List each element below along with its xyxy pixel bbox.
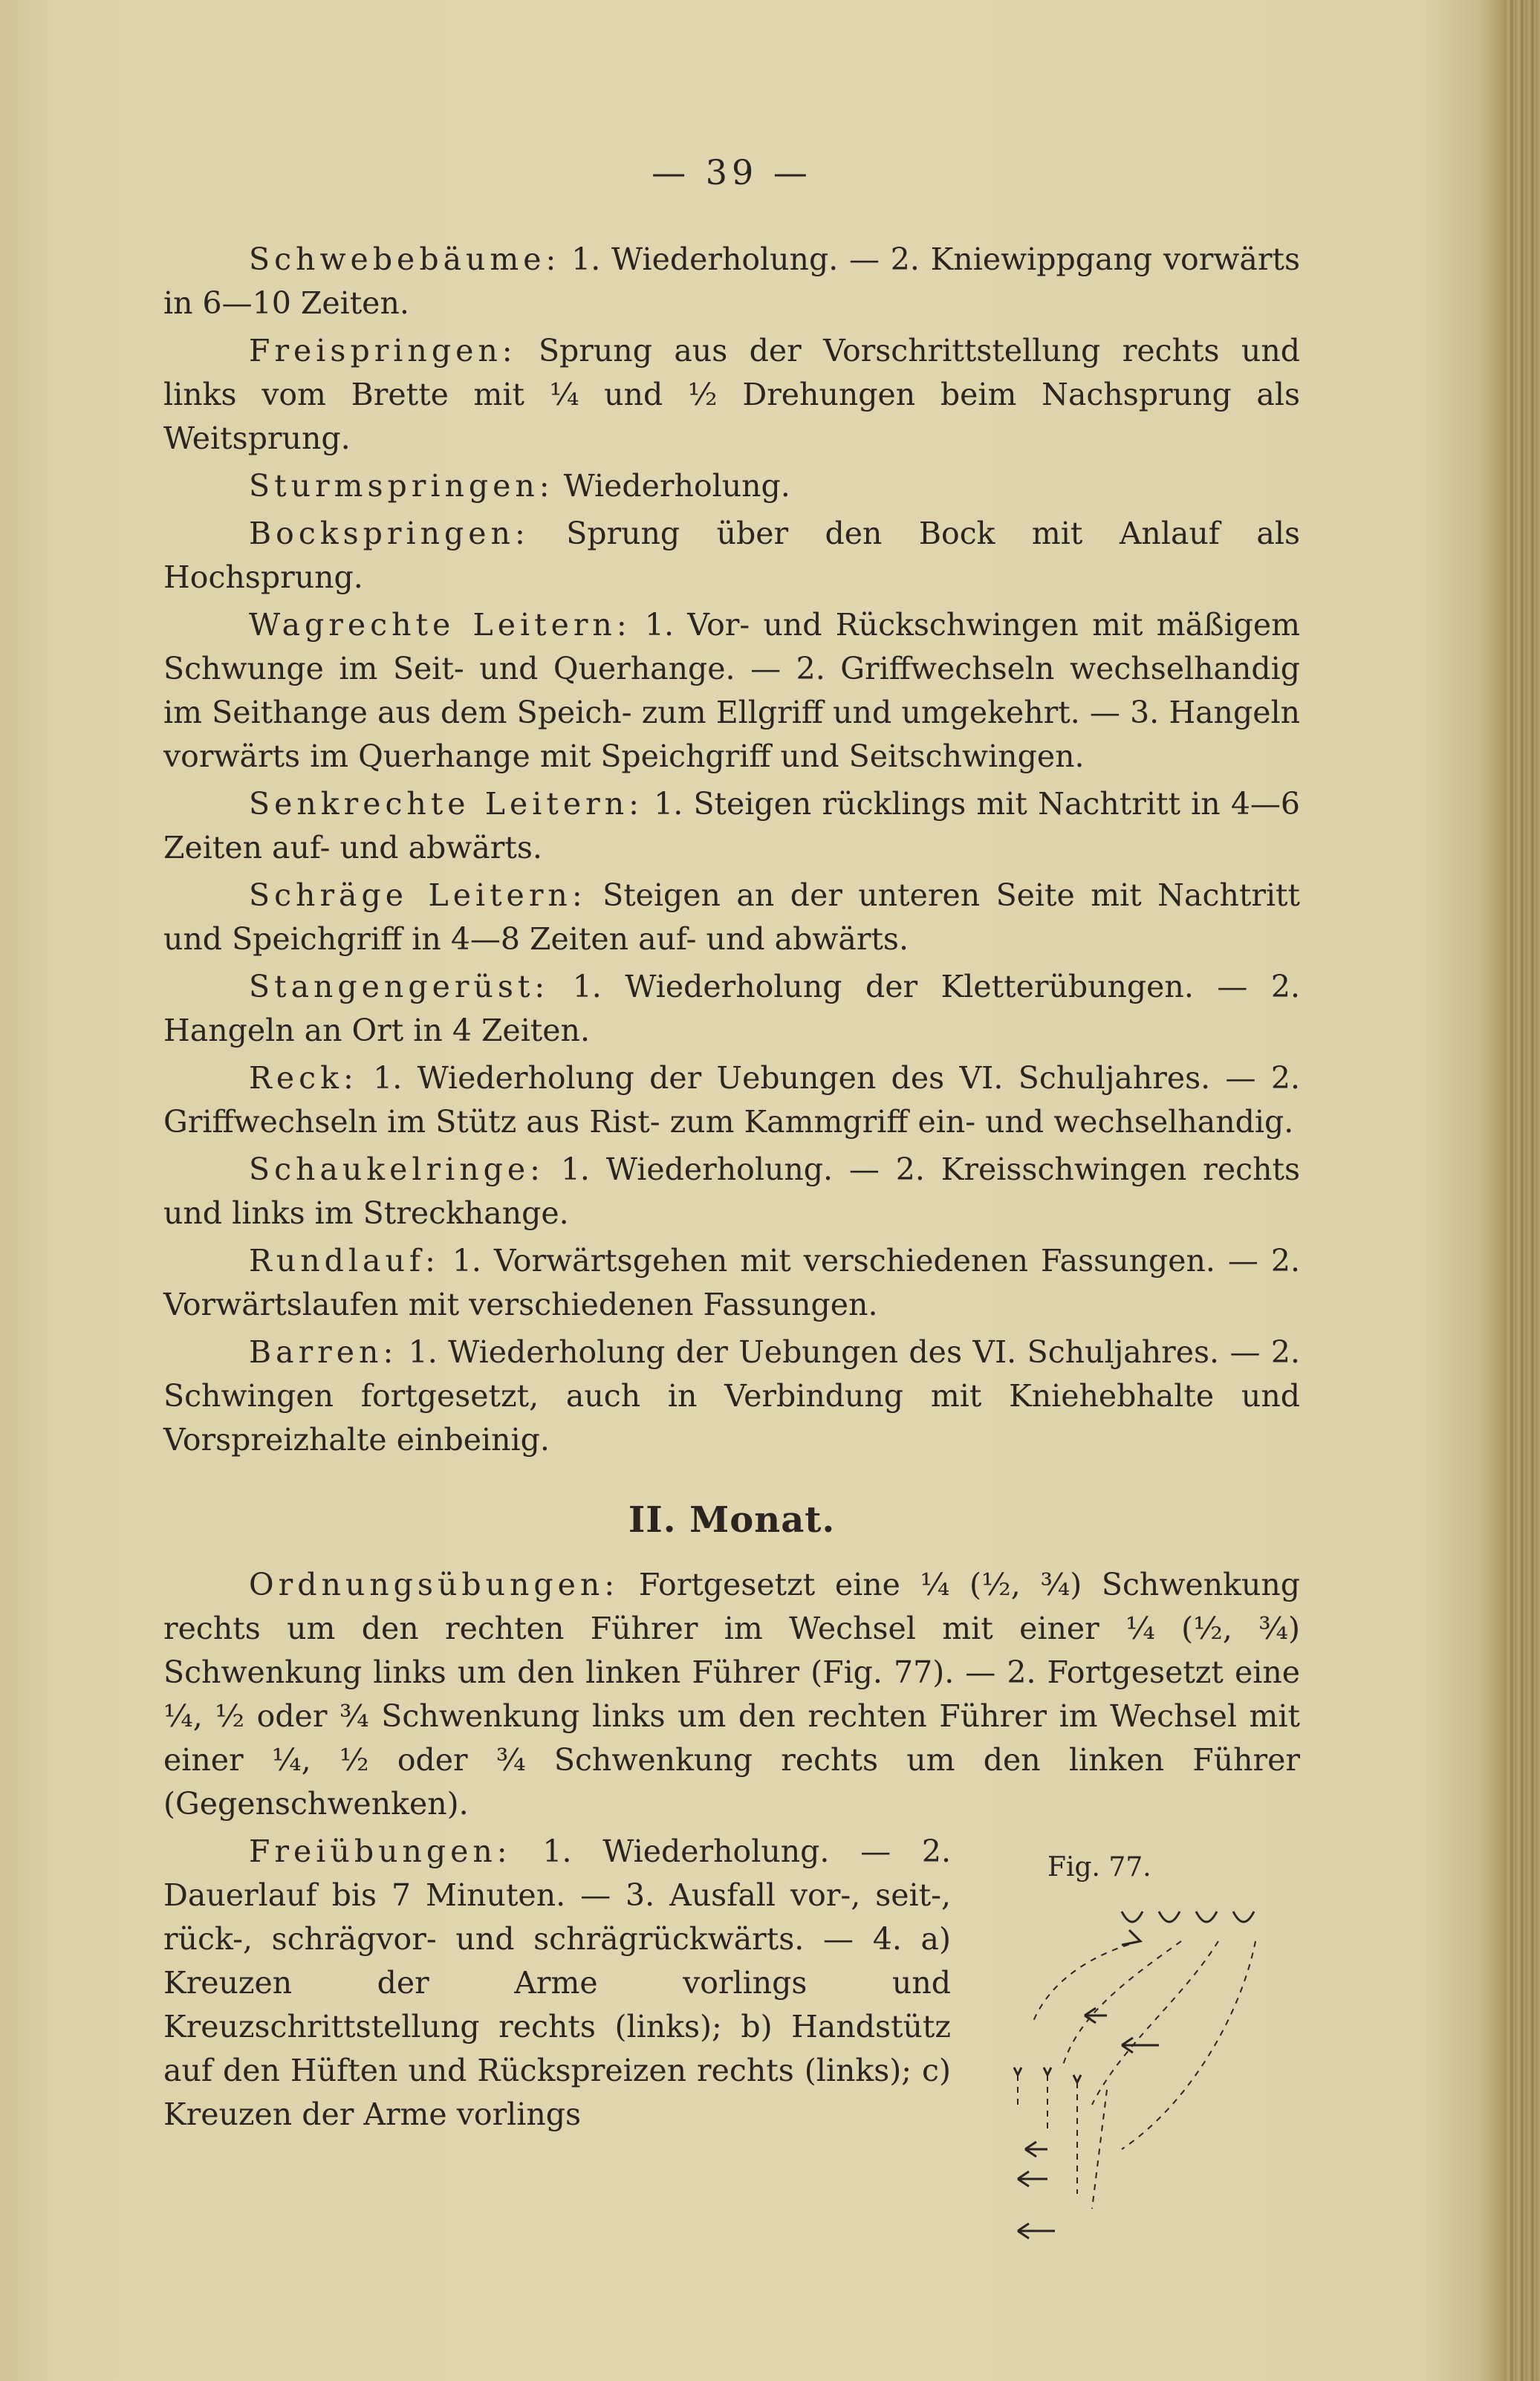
paragraph-lead: Rundlauf: [249, 1243, 440, 1279]
person-marker [1233, 1911, 1254, 1922]
paragraph-lead: Ordnungsübungen: [249, 1567, 620, 1602]
paragraph-text: 1. Steigen rücklings mit Nachtritt in 4—6 Zeiten auf- und abwärts. [163, 786, 1301, 865]
paragraph-text: Sprung aus der Vorschrittstellung rechts und links vom Brette mit ¼ und ½ Drehungen beim Nachsprung als Weitsprung. [163, 333, 1300, 456]
paragraph-lead: Stangengerüst: [249, 969, 550, 1004]
paragraph-text: 1. Vor- und Rückschwingen mit mäßigem Schwunge im Seit- und Querhange. — 2. Griffwechseln wechselhandig im Seithange aus dem Speich- zum Ellgriff und umgekehrt. — 3. Hangeln vorwärts im Querhange mit Speichgriff und Seitschwingen. [163, 607, 1300, 774]
paragraph-lead: Schräge Leitern: [249, 877, 587, 913]
arrow-head-icon [1122, 2038, 1159, 2053]
paragraph-lead: Schwebebäume: [249, 241, 561, 277]
paragraph-rundlauf [163, 1239, 1300, 1327]
arrow-head-icon [1014, 2067, 1021, 2075]
paragraph-text: Sprung über den Bock mit Anlauf als Hochsprung. [163, 516, 1300, 595]
paragraph-lead: Freiübungen: [249, 1833, 512, 1869]
paragraph-stangengeruest [163, 965, 1300, 1053]
paragraph-schraege-leitern [163, 874, 1300, 961]
paragraph-text: Wiederholung. [553, 468, 790, 504]
arrow-head-icon [1044, 2067, 1051, 2075]
paragraph-bockspringen [163, 512, 1300, 600]
paragraph-lead: Senkrechte Leitern: [249, 786, 643, 822]
paragraph-text: 1. Wiederholung. — 2. Dauerlauf bis 7 Minuten. — 3. Ausfall vor-, seit-, rück-, schrägvor- und schrägrückwärts. — 4. a) Kreuzen der Arme vorlings und Kreuzschrittstellung rechts (links); b) Handstütz auf den Hüften und Rückspreizen rechts (links); c) Kreuzen der Arme vorlings [163, 1833, 951, 2132]
paragraph-lead: Freispringen: [249, 333, 517, 368]
paragraph-sturmspringen [163, 464, 1300, 508]
paragraph-text: 1. Wiederholung der Uebungen des VI. Schuljahres. — 2. Schwingen fortgesetzt, auch in Verbindung mit Kniehebhalte und Vorspreizhalte einbeinig. [163, 1334, 1300, 1458]
paragraph-lead: Barren: [249, 1334, 398, 1370]
paragraph-lead: Schaukelringe: [249, 1151, 545, 1187]
paragraph-barren [163, 1331, 1300, 1462]
paragraph-text: 1. Wiederholung. — 2. Kniewippgang vorwärts in 6—10 Zeiten. [163, 241, 1300, 321]
path-curve [1062, 1941, 1181, 2067]
paragraph-schaukelringe [163, 1148, 1300, 1235]
paragraph-lead: Reck: [249, 1060, 358, 1096]
arrow-head-icon [1018, 2172, 1047, 2186]
figure-caption: Fig. 77. [1047, 1852, 1151, 1883]
paragraph-text: Steigen an der unteren Seite mit Nachtritt und Speichgriff in 4—8 Zeiten auf- und abwärts. [163, 877, 1301, 957]
paragraph-freispringen [163, 329, 1300, 461]
page-body [163, 238, 1300, 2283]
arrow-head-icon [1073, 2075, 1081, 2082]
paragraph-text: Fortgesetzt eine ¼ (½, ¾) Schwenkung rechts um den rechten Führer im Wechsel mit einer ¼ (½, ¾) Schwenkung links um den linken Führer (Fig. 77). — 2. Fortgesetzt eine ¼, ½ oder ¾ Schwenkung links um den rechten Führer im Wechsel mit einer ¼, ½ oder ¾ Schwenkung rechts um den linken Führer (Gegenschwenken). [163, 1567, 1300, 1822]
page-number: — 39 — [652, 152, 812, 192]
paragraph-text: 1. Wiederholung der Kletterübungen. — 2. Hangeln an Ort in 4 Zeiten. [163, 969, 1300, 1048]
paragraph-ordnungsuebungen [163, 1563, 1300, 1826]
paragraph-schwebebaeume [163, 238, 1300, 325]
paragraph-lead: Sturmspringen: [249, 468, 554, 504]
paragraph-lead: Bockspringen: [249, 516, 530, 551]
path-curve [1092, 1941, 1218, 2105]
formation-diagram [973, 1897, 1300, 2268]
paragraph-text: 1. Wiederholung. — 2. Kreisschwingen rechts und links im Streckhange. [163, 1151, 1300, 1231]
arrow-head-icon [1018, 2224, 1055, 2238]
paragraph-text: 1. Wiederholung der Uebungen des VI. Schuljahres. — 2. Griffwechseln im Stütz aus Rist- zum Kammgriff ein- und wechselhandig. [163, 1060, 1300, 1140]
path-line [1092, 2090, 1107, 2209]
person-marker [1122, 1911, 1143, 1922]
paragraph-senkrechte-leitern [163, 782, 1300, 870]
arrow-head-icon [1025, 2142, 1047, 2157]
section-content [163, 1563, 1300, 2137]
paragraph-lead: Wagrechte Leitern: [249, 607, 631, 643]
person-marker [1159, 1911, 1180, 1922]
path-curve [1033, 1941, 1140, 2023]
person-marker [1196, 1911, 1217, 1922]
arrow-head-icon [1122, 1930, 1140, 1945]
paragraph-text: 1. Vorwärtsgehen mit verschiedenen Fassungen. — 2. Vorwärtslaufen mit verschiedenen Fassungen. [163, 1243, 1300, 1322]
section-heading: II. Monat. [628, 1499, 836, 1541]
figure-77 [973, 1852, 1300, 2283]
book-spine-edge [1504, 0, 1540, 2381]
paragraph-reck [163, 1056, 1300, 1144]
paragraph-wagrechte-leitern [163, 603, 1300, 779]
